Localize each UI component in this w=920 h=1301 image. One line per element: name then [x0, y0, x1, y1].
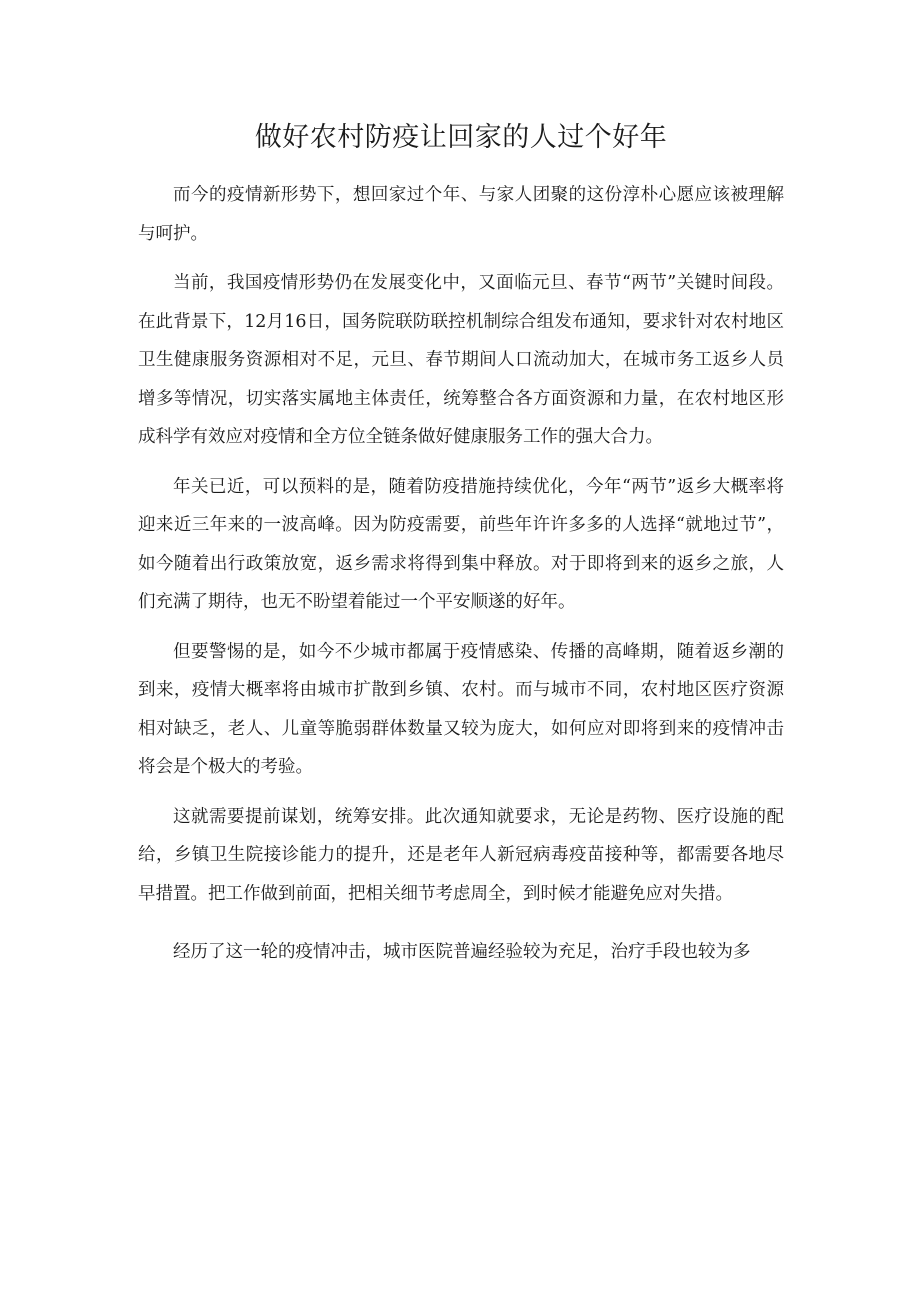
paragraph-5: 这就需要提前谋划，统筹安排。此次通知就要求，无论是药物、医疗设施的配给，乡镇卫生院接诊能力的提升，还是老年人新冠病毒疫苗接种等，都需要各地尽早措置。把工作做到前面，把相关细节考虑周全，到时候才能避免应对失措。	[138, 806, 784, 904]
paragraph-4: 但要警惕的是，如今不少城市都属于疫情感染、传播的高峰期，随着返乡潮的到来，疫情大概率将由城市扩散到乡镇、农村。而与城市不同，农村地区医疗资源相对缺乏，老人、儿童等脆弱群体数量又较为庞大，如何应对即将到来的疫情冲击将会是个极大的考验。	[138, 641, 784, 777]
document-title: 做好农村防疫让回家的人过个好年	[254, 122, 668, 153]
paragraph-1: 而今的疫情新形势下，想回家过个年、与家人团聚的这份淳朴心愿应该被理解与呵护。	[138, 185, 784, 244]
document-page	[138, 118, 784, 983]
paragraph-6: 经历了这一轮的疫情冲击，城市医院普遍经验较为充足，治疗手段也较为多	[173, 942, 751, 962]
paragraph-3: 年关已近，可以预料的是，随着防疫措施持续优化，今年“两节”返乡大概率将迎来近三年来的一波高峰。因为防疫需要，前些年许许多多的人选择“就地过节”，如今随着出行政策放宽，返乡需求将得到集中释放。对于即将到来的返乡之旅，人们充满了期待，也无不盼望着能过一个平安顺遂的好年。	[138, 476, 784, 612]
paragraph-2: 当前，我国疫情形势仍在发展变化中，又面临元旦、春节“两节”关键时间段。在此背景下，12月16日，国务院联防联控机制综合组发布通知，要求针对农村地区卫生健康服务资源相对不足，元旦、春节期间人口流动加大，在城市务工返乡人员增多等情况，切实落实属地主体责任，统筹整合各方面资源和力量，在农村地区形成科学有效应对疫情和全方位全链条做好健康服务工作的强大合力。	[138, 273, 784, 447]
